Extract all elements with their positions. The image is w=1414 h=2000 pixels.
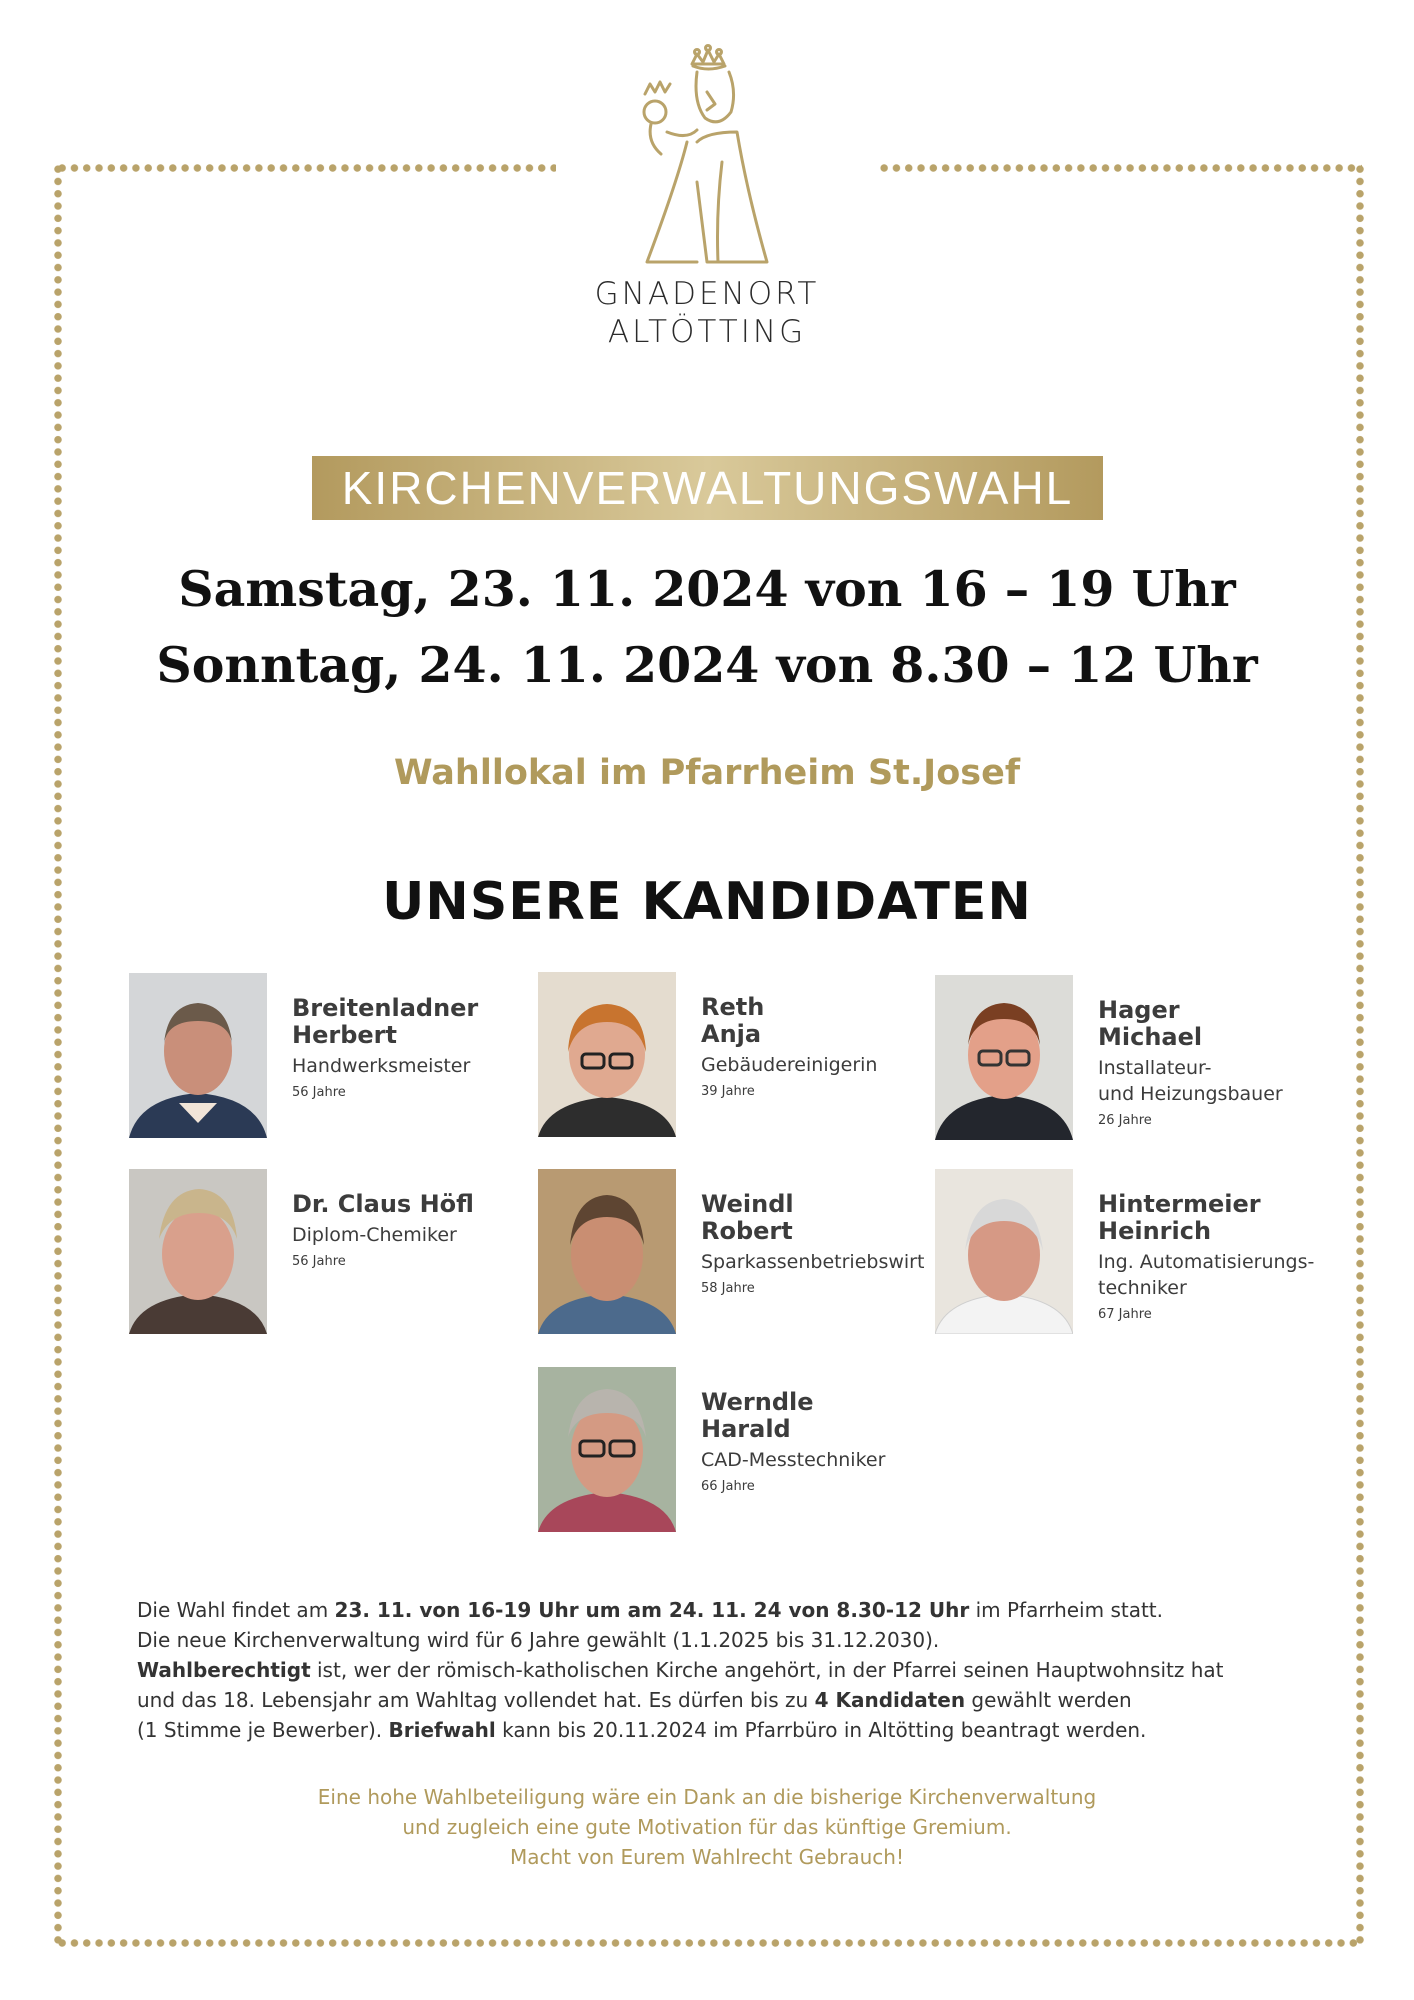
candidate-name: Heinrich	[1098, 1217, 1212, 1245]
candidate-name: Hintermeier	[1098, 1190, 1261, 1218]
madonna-with-child-crowned-icon	[627, 42, 787, 267]
candidate-name: Michael	[1098, 1023, 1203, 1051]
candidate-photo	[538, 1169, 676, 1334]
info-line	[137, 1685, 1297, 1715]
candidate-age: 56 Jahre	[292, 1254, 346, 1269]
candidate-occupation: Sparkassenbetriebswirt	[701, 1251, 925, 1273]
polling-location: Wahllokal im Pfarrheim St.Josef	[393, 753, 1021, 793]
candidate-occupation: CAD-Messtechniker	[701, 1449, 886, 1471]
dotted-border-top-right	[878, 163, 1362, 173]
candidate-info	[292, 995, 532, 1100]
info-text-bold: 4 Kandidaten	[814, 1688, 966, 1712]
candidate-occupation: Ing. Automatisierungs-	[1098, 1251, 1315, 1273]
candidate-occupation: Installateur-	[1098, 1057, 1212, 1079]
candidate-name: Herbert	[292, 1021, 397, 1049]
candidate-info	[1098, 997, 1338, 1128]
candidate-photo	[935, 1169, 1073, 1334]
dotted-border-left	[53, 163, 63, 1948]
closing-line: und zugleich eine gute Motivation für das künftige Gremium.	[402, 1815, 1012, 1839]
candidate-info	[701, 1191, 941, 1296]
info-text: und das 18. Lebensjahr am Wahltag vollendet hat. Es dürfen bis zu	[137, 1688, 815, 1712]
closing-appeal	[0, 1782, 1414, 1872]
candidate-age: 39 Jahre	[701, 1084, 755, 1099]
candidate-photo	[538, 1367, 676, 1532]
candidate-info	[292, 1191, 532, 1269]
candidate-age: 66 Jahre	[701, 1479, 755, 1494]
candidate-info	[1098, 1191, 1338, 1322]
candidate-name: Hager	[1098, 996, 1180, 1024]
info-text: (1 Stimme je Bewerber).	[137, 1718, 389, 1742]
candidate-age: 26 Jahre	[1098, 1113, 1152, 1128]
candidate-info	[701, 1389, 941, 1494]
title-banner	[312, 456, 1103, 520]
candidate-name: Reth	[701, 993, 765, 1021]
date-sunday: Sonntag, 24. 11. 2024 von 8.30 – 12 Uhr	[156, 636, 1258, 694]
candidate-name: Anja	[701, 1020, 762, 1048]
candidates-heading: UNSERE KANDIDATEN	[382, 872, 1032, 932]
candidate-occupation: Gebäudereinigerin	[701, 1054, 878, 1076]
candidate-age: 67 Jahre	[1098, 1307, 1152, 1322]
dotted-border-right	[1355, 163, 1365, 1948]
info-text: ist, wer der römisch-katholischen Kirche angehört, in der Pfarrei seinen Hauptwohnsitz hat	[310, 1658, 1224, 1682]
date-saturday: Samstag, 23. 11. 2024 von 16 – 19 Uhr	[178, 560, 1236, 618]
candidate-name: Dr. Claus Höfl	[292, 1190, 474, 1218]
info-line	[137, 1715, 1297, 1745]
candidate-name: Harald	[701, 1415, 791, 1443]
candidate-occupation: techniker	[1098, 1277, 1187, 1299]
dotted-border-bottom	[56, 1938, 1362, 1948]
candidate-name: Werndle	[701, 1388, 814, 1416]
logo-line-2: ALTÖTTING	[607, 314, 807, 350]
logo-line-1: GNADENORT	[594, 276, 820, 312]
info-text: im Pfarrheim statt.	[969, 1598, 1164, 1622]
dotted-border-top-left	[56, 163, 556, 173]
info-text-bold: Wahlberechtigt	[137, 1658, 311, 1682]
candidate-photo	[538, 972, 676, 1137]
candidate-info	[701, 994, 941, 1099]
logo-wordmark	[557, 275, 857, 351]
election-info	[137, 1595, 1297, 1745]
info-text: kann bis 20.11.2024 im Pfarrbüro in Altötting beantragt werden.	[495, 1718, 1147, 1742]
info-text: gewählt werden	[965, 1688, 1132, 1712]
closing-line: Eine hohe Wahlbeteiligung wäre ein Dank an die bisherige Kirchenverwaltung	[317, 1785, 1097, 1809]
candidate-photo	[935, 975, 1073, 1140]
candidate-photo	[129, 973, 267, 1138]
candidate-occupation: Diplom-Chemiker	[292, 1224, 457, 1246]
candidate-name: Robert	[701, 1217, 793, 1245]
candidate-name: Weindl	[701, 1190, 794, 1218]
candidate-photo	[129, 1169, 267, 1334]
info-line	[137, 1595, 1297, 1625]
candidate-age: 56 Jahre	[292, 1085, 346, 1100]
candidate-occupation: und Heizungsbauer	[1098, 1083, 1283, 1105]
closing-line: Macht von Eurem Wahlrecht Gebrauch!	[509, 1845, 904, 1869]
candidate-name: Breitenladner	[292, 994, 479, 1022]
info-text-bold: 23. 11. von 16-19 Uhr um am 24. 11. 24 von 8.30-12 Uhr	[334, 1598, 970, 1622]
candidate-age: 58 Jahre	[701, 1281, 755, 1296]
candidate-occupation: Handwerksmeister	[292, 1055, 471, 1077]
info-text: Die Wahl findet am	[137, 1598, 335, 1622]
info-line: Die neue Kirchenverwaltung wird für 6 Jahre gewählt (1.1.2025 bis 31.12.2030).	[137, 1628, 940, 1652]
info-line	[137, 1655, 1297, 1685]
banner-title: KIRCHENVERWALTUNGSWAHL	[341, 462, 1074, 514]
info-text-bold: Briefwahl	[388, 1718, 496, 1742]
